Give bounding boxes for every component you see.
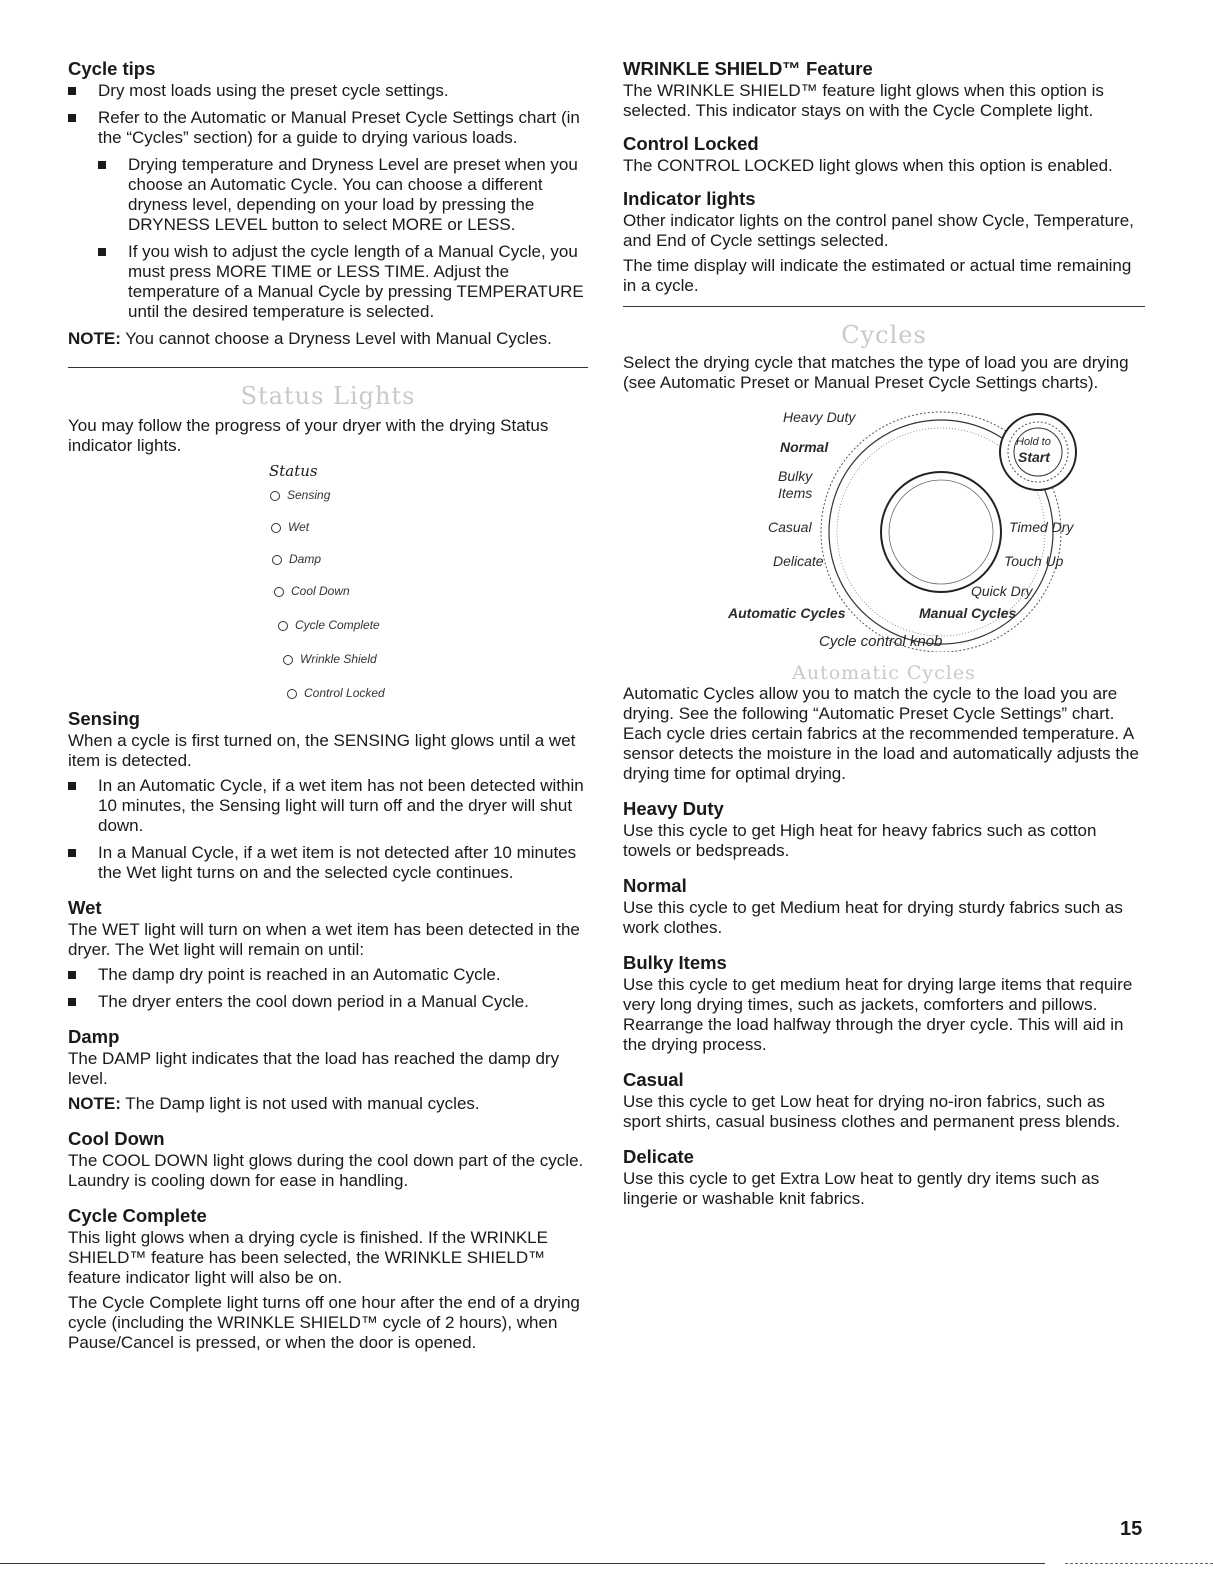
- indicator-light-icon: [287, 689, 297, 699]
- cycle-control-knob-illustration: [713, 407, 1133, 652]
- section-divider: [68, 367, 588, 368]
- bulky-items-text: Use this cycle to get medium heat for drying large items that require very long drying times, such as jackets, comforters and pillows. Rearrange the load halfway through the dryer cycle. This will aid in the drying process.: [623, 975, 1133, 1054]
- delicate-text: Use this cycle to get Extra Low heat to gently dry items such as lingerie or washable knit fabrics.: [623, 1169, 1100, 1208]
- cycle-complete-text: This light glows when a drying cycle is finished. If the WRINKLE SHIELD™ feature has been selected, the WRINKLE SHIELD™ feature indicator light will also be on.: [68, 1228, 548, 1287]
- page-number: 15: [1120, 1518, 1143, 1540]
- status-lights-heading: Status Lights: [240, 382, 416, 410]
- normal-heading: Normal: [623, 875, 687, 896]
- cycles-intro: Select the drying cycle that matches the type of load you are drying (see Automatic Preset or Manual Preset Cycle Settings charts).: [623, 353, 1129, 392]
- damp-note: [68, 1094, 588, 1114]
- status-light-damp: Damp: [272, 552, 321, 566]
- list-item: The dryer enters the cool down period in a Manual Cycle.: [68, 992, 588, 1012]
- knob-label-casual: Casual: [768, 519, 812, 535]
- knob-label-delicate: Delicate: [773, 553, 824, 569]
- delicate-heading: Delicate: [623, 1146, 694, 1167]
- casual-text: Use this cycle to get Low heat for drying no-iron fabrics, such as sport shirts, casual business clothes and permanent press blends.: [623, 1092, 1121, 1131]
- knob-label-automatic-cycles: Automatic Cycles: [728, 605, 846, 621]
- footer-rule: [0, 1563, 1045, 1564]
- knob-label-touch-up: Touch Up: [1004, 553, 1064, 569]
- note-text: The Damp light is not used with manual cycles.: [120, 1094, 480, 1113]
- normal-text: Use this cycle to get Medium heat for drying sturdy fabrics such as work clothes.: [623, 898, 1123, 937]
- status-panel-title: Status: [269, 462, 318, 480]
- knob-label-quick-dry: Quick Dry: [971, 583, 1033, 599]
- cycle-tips-list: [68, 81, 588, 148]
- cycle-complete-heading: Cycle Complete: [68, 1205, 207, 1226]
- indicator-light-icon: [271, 523, 281, 533]
- cycle-tips-note: [68, 329, 588, 349]
- damp-heading: Damp: [68, 1026, 120, 1047]
- sensing-heading: Sensing: [68, 708, 140, 729]
- section-divider: [623, 306, 1145, 307]
- status-light-wet: Wet: [271, 520, 309, 534]
- status-light-wrinkle-shield: Wrinkle Shield: [283, 652, 377, 666]
- list-item: In a Manual Cycle, if a wet item is not detected after 10 minutes the Wet light turns on and the selected cycle continues.: [68, 843, 588, 883]
- list-item: Dry most loads using the preset cycle settings.: [68, 81, 588, 101]
- note-text: You cannot choose a Dryness Level with Manual Cycles.: [120, 329, 552, 348]
- list-item: The damp dry point is reached in an Automatic Cycle.: [68, 965, 588, 985]
- indicator-light-icon: [270, 491, 280, 501]
- wrinkle-shield-heading: WRINKLE SHIELD™ Feature: [623, 58, 873, 79]
- status-panel-illustration: [68, 462, 588, 702]
- cool-down-heading: Cool Down: [68, 1128, 165, 1149]
- list-item: If you wish to adjust the cycle length of a Manual Cycle, you must press MORE TIME or LESS TIME. Adjust the temperature of a Manual Cycle by pressing TEMPERATURE until the desired temperature is selected.: [98, 242, 588, 322]
- knob-caption: Cycle control knob: [819, 633, 943, 650]
- status-light-cycle-complete: Cycle Complete: [278, 618, 380, 632]
- note-label: NOTE:: [68, 1094, 121, 1113]
- indicator-light-icon: [278, 621, 288, 631]
- cycles-heading: Cycles: [841, 321, 927, 349]
- note-label: NOTE:: [68, 329, 121, 348]
- indicator-light-icon: [272, 555, 282, 565]
- cycle-tips-heading: Cycle tips: [68, 58, 156, 79]
- status-lights-intro: You may follow the progress of your dryer with the drying Status indicator lights.: [68, 416, 549, 455]
- list-item: Refer to the Automatic or Manual Preset Cycle Settings chart (in the “Cycles” section) for a guide to drying various loads.: [68, 108, 588, 148]
- knob-label-heavy-duty: Heavy Duty: [783, 409, 856, 425]
- knob-label-normal: Normal: [780, 439, 829, 455]
- right-column: [623, 58, 1145, 1214]
- indicator-lights-text: The time display will indicate the estimated or actual time remaining in a cycle.: [623, 256, 1132, 295]
- sensing-list: [68, 776, 588, 883]
- indicator-lights-text: Other indicator lights on the control panel show Cycle, Temperature, and End of Cycle settings selected.: [623, 211, 1134, 250]
- control-locked-heading: Control Locked: [623, 133, 759, 154]
- status-light-cool-down: Cool Down: [274, 584, 350, 598]
- list-item: In an Automatic Cycle, if a wet item has not been detected within 10 minutes, the Sensing light will turn off and the dryer will shut down.: [68, 776, 588, 836]
- indicator-light-icon: [274, 587, 284, 597]
- knob-label-bulky: Bulky: [778, 468, 813, 484]
- wet-text: The WET light will turn on when a wet item has been detected in the dryer. The Wet light will remain on until:: [68, 920, 580, 959]
- bulky-items-heading: Bulky Items: [623, 952, 727, 973]
- footer-dash-rule: [1065, 1563, 1213, 1564]
- knob-label-hold-to: Hold to: [1016, 436, 1051, 448]
- control-locked-text: The CONTROL LOCKED light glows when this option is enabled.: [623, 156, 1113, 175]
- list-item: Drying temperature and Dryness Level are preset when you choose an Automatic Cycle. You can choose a different dryness level, depending on your load by pressing the DRYNESS LEVEL button to select MORE or LESS.: [98, 155, 588, 235]
- sensing-text: When a cycle is first turned on, the SENSING light glows until a wet item is detected.: [68, 731, 576, 770]
- knob-label-timed-dry: Timed Dry: [1009, 519, 1074, 535]
- wrinkle-shield-text: The WRINKLE SHIELD™ feature light glows when this option is selected. This indicator stays on with the Cycle Complete light.: [623, 81, 1104, 120]
- heavy-duty-heading: Heavy Duty: [623, 798, 724, 819]
- indicator-lights-heading: Indicator lights: [623, 188, 756, 209]
- knob-label-manual-cycles: Manual Cycles: [919, 605, 1017, 621]
- cool-down-text: The COOL DOWN light glows during the cool down part of the cycle. Laundry is cooling down for ease in handling.: [68, 1151, 584, 1190]
- knob-label-start: Start: [1018, 449, 1050, 465]
- wet-list: [68, 965, 588, 1012]
- status-light-control-locked: Control Locked: [287, 686, 385, 700]
- automatic-cycles-heading: Automatic Cycles: [792, 662, 976, 684]
- cycle-complete-text: The Cycle Complete light turns off one hour after the end of a drying cycle (including the WRINKLE SHIELD™ cycle of 2 hours), when Pause/Cancel is pressed, or when the door is opened.: [68, 1293, 580, 1352]
- left-column: [68, 58, 588, 1358]
- casual-heading: Casual: [623, 1069, 684, 1090]
- automatic-cycles-text: Automatic Cycles allow you to match the cycle to the load you are drying. See the following “Automatic Preset Cycle Settings” chart. Each cycle dries certain fabrics at the recommended temperature. A sensor detects the moisture in the load and automatically adjusts the drying time for optimal drying.: [623, 684, 1139, 783]
- status-light-sensing: Sensing: [270, 488, 330, 502]
- heavy-duty-text: Use this cycle to get High heat for heavy fabrics such as cotton towels or bedspreads.: [623, 821, 1097, 860]
- damp-text: The DAMP light indicates that the load has reached the damp dry level.: [68, 1049, 560, 1088]
- cycle-tips-sublist: [68, 155, 588, 322]
- wet-heading: Wet: [68, 897, 102, 918]
- indicator-light-icon: [283, 655, 293, 665]
- knob-label-items: Items: [778, 485, 813, 501]
